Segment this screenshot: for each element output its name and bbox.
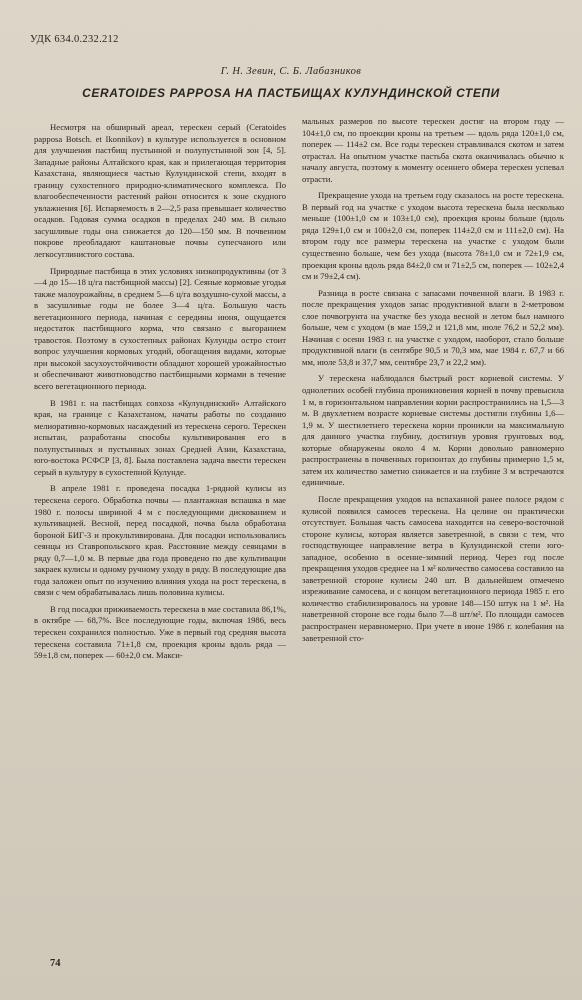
paragraph: Разница в росте связана с запасами почвенной влаги. В 1983 г. после прекращения уходов запас продуктивной влаги в 2-метровом слое почвогрунта на участке без ухода весной и летом был намного больше, чем с уходом (в мае 159,2 и 121,8 мм, июле 76,2 и 52,2 мм). Начиная с осени 1983 г. на участке с уходом, наоборот, стало больше продуктивной влаги (в сентябре 90,5 и 70,3 мм, мае 1984 г. 67,7 и 66 мм, июле 53,8 и 37,7 мм, сентябре 23,7 и 22,2 мм).	[302, 287, 564, 367]
paragraph: В апреле 1981 г. проведена посадка 1-рядной кулисы из терескена серого. Обработка почвы — плантажная вспашка в мае 1980 г. полосы шириной 4 м с последующими дискованием и культивацией. Весной, перед посадкой, почва была обработана бороной БИГ-3 и прокультивирована. Для посадки использовались сеянцы из Ставропольского края. Расстояние между сеянцами в ряду 0,7—1,0 м. В первые два года проведено по две культивации закраек кулисы и одному ручному уходу в ряду. В последующие два года заложен опыт по изучению влияния ухода на рост терескена, в связи с чем обрабатывалась лишь половина кулисы.	[34, 483, 286, 598]
udk-code: УДК 634.0.232.212	[30, 34, 119, 45]
paragraph: После прекращения уходов на вспаханной ранее полосе рядом с кулисой появился самосев терескена. На целине он практически отсутствует. Большая часть самосева находится на северо-восточной стороне кулисы, которая является заветренной, в связи с тем, что господствующее направление ветра в Кулундинской степи юго-западное, особенно в осенне-зимний период. Через год после прекращения уходов среднее на 1 м² количество самосева составило на заветренной стороне кулисы 240 шт. В дальнейшем отмечено изреживание самосева, и с концом вегетационного периода 1985 г. его количество стабилизировалось на уровне 148—150 штук на 1 м². На наветренной стороне все годы было 7—8 шт/м². По площади самосев распространен неравномерно. При учете в июне 1986 г. колебания на заветренной сто-	[302, 493, 564, 643]
page-number: 74	[50, 958, 61, 969]
right-text-column	[302, 116, 564, 644]
paragraph: В 1981 г. на пастбищах совхоза «Кулундинский» Алтайского края, на границе с Казахстаном, начаты работы по созданию мелиоративно-кормовых насаждений из терескена серого. Терескен испытан, разработаны способы культивирования его в полупустынных и пустынных зонах Средней Азии, Казахстана, юго-востока РСФСР [3, 8]. Была поставлена задача ввести терескен серый в культуру в сухостепной Кулунде.	[34, 397, 286, 477]
paragraph: Несмотря на обширный ареал, терескен серый (Ceratoides papposa Botsch. et Ikonnikov) в культуре используется в основном для улучшения пастбищ пустынной и полупустынной зон [4, 5]. Западные районы Алтайского края, как и прилегающая территория Казахстана, являющиеся частью Кулундинской степи, входят в границу сухостепного природно-климатического комплекса. По влагообеспеченности растений район относится к зоне скудного увлажнения [6]. Испаряемость в 2—2,5 раза превышает количество осадков. Годовая сумма осадков в пределах 240 мм. В сильно засушливые годы она снижается до 120—150 мм. В почвенном покрове преобладают каштановые почвы супесчаного или легкосуглинистого состава.	[34, 122, 286, 260]
paragraph: Природные пастбища в этих условиях низкопродуктивны (от 3—4 до 15—18 ц/га пастбищной массы) [2]. Сеяные кормовые угодья также малоурожайны, в среднем 5—6 ц/га воздушно-сухой массы, а в засушливые годы не более 3—4 ц/га. Большую часть вегетационного периода, начиная с середины июня, ощущается недостаток пастбищного корма, что связано с выгоранием травостоя. Поэтому в сухостепных районах Кулунды остро стоит вопрос улучшения кормовых угодий, обогащения видами, которые при высокой засухоустойчивости обладают хорошей урожайностью и обеспечивают животноводство пастбищными кормами в течение всего вегетационного периода.	[34, 265, 286, 392]
article-authors: Г. Н. Зевин, С. Б. Лабазников	[220, 66, 362, 77]
article-title: CERATOIDES PAPPOSA НА ПАСТБИЩАХ КУЛУНДИНСКОЙ СТЕПИ	[82, 86, 500, 100]
paragraph: мальных размеров по высоте терескен достиг на втором году — 104±1,0 см, по проекции кроны на третьем — вдоль ряда 120±1,0 см, поперек — 114±2 см. Все годы терескен стравливался скотом и затем отрастал. На опытном участке пастьба скота оканчивалась обычно к началу августа, поэтому к моменту осеннего обмера терескен успевал отрасти.	[302, 116, 564, 184]
paragraph: В год посадки приживаемость терескена в мае составила 86,1%, в октябре — 68,7%. Все последующие годы, включая 1986, весь терескен сохранился полностью. Уже в первый год средняя высота терескена составила 71±1,8 см, проекция кроны вдоль ряда — 59±1,8 см, поперек — 60±2,0 см. Макси-	[34, 603, 286, 661]
paragraph: Прекращение ухода на третьем году сказалось на росте терескена. В первый год на участке с уходом высота терескена была несколько меньше (100±1,0 см и 103±1,0 см), проекция кроны больше (вдоль ряда 129±1,0 см и 100±2,0 см, поперек 114±2,0 см и 111±2,0 см). На втором году все размеры терескена на участке с уходом были существенно больше, чем без ухода (высота 78±1,0 см и 72±1,9 см, проекция кроны вдоль ряда 84±2,0 см и 71±2,5 см, поперек — 102±2,4 см и 79±2,4 см).	[302, 190, 564, 282]
left-text-column	[34, 122, 286, 662]
paragraph: У терескена наблюдался быстрый рост корневой системы. У однолетних особей глубина проникновения корней в почву превысила 1 м, в горизонтальном направлении корни распространились на 1,5—3 м. В двухлетнем возрасте корневые системы достигли глубины 1,6—1,9 м. У шестилетнего терескена корни проникли на максимальную для данного участка глубину, достигнув уровня грунтовых вод, которые обнаружены около 4 м. Корни довольно равномерно распространены в почвенных горизонтах до глубины примерно 1,5 м, затем их количество заметно снижается и на глубине 3 м встречаются единичные.	[302, 373, 564, 488]
